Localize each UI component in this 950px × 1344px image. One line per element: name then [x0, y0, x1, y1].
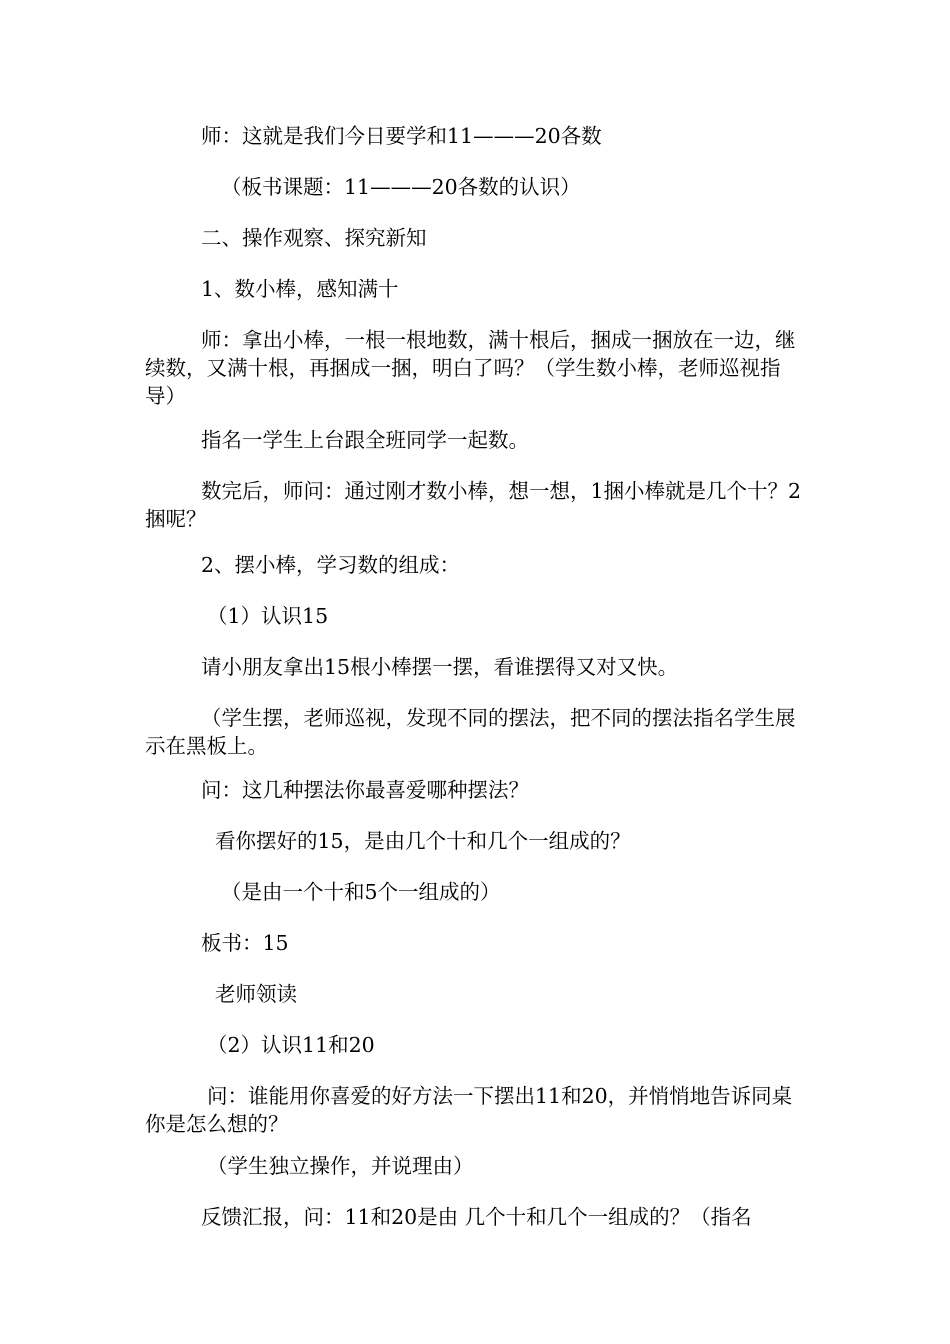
section-heading-2: 二、操作观察、探究新知: [201, 226, 427, 250]
paragraph-composition-answer: （是由一个十和5个一组成的）: [221, 880, 501, 904]
paragraph-arrange-15: 请小朋友拿出15根小棒摆一摆，看谁摆得又对又快。: [201, 655, 679, 679]
paragraph-intro: 师：这就是我们今日要学和11———20各数: [201, 124, 602, 148]
paragraph-teacher-question: 数完后，师问：通过刚才数小棒，想一想，1捆小棒就是几个十？2捆呢？: [145, 479, 802, 531]
paragraph-composition-question: 看你摆好的15，是由几个十和几个一组成的？: [215, 829, 631, 853]
paragraph-count-sticks: 师：拿出小棒，一根一根地数，满十根后，捆成一捆放在一边，继续数，又满十根，再捆成一捆，明白了吗？（学生数小棒，老师巡视指导）: [145, 328, 796, 408]
subheading-1: 1、数小棒，感知满十: [201, 277, 399, 301]
paragraph-student-arrange: （学生摆，老师巡视，发现不同的摆法，把不同的摆法指名学生展示在黑板上。: [145, 706, 796, 758]
paragraph-independent-operation: （学生独立操作，并说理由）: [207, 1154, 474, 1178]
subheading-2: 2、摆小棒，学习数的组成：: [201, 553, 461, 577]
paragraph-board-title: （板书课题：11———20各数的认识）: [221, 175, 581, 199]
paragraph-favorite-method: 问：这几种摆法你最喜爱哪种摆法？: [201, 778, 529, 802]
subheading-know-15: （1）认识15: [207, 604, 329, 628]
paragraph-teacher-reads: 老师领读: [215, 982, 297, 1006]
paragraph-feedback: 反馈汇报，问：11和20是由 几个十和几个一组成的？（指名: [201, 1205, 752, 1229]
paragraph-board-15: 板书：15: [201, 931, 289, 955]
subheading-know-11-20: （2）认识11和20: [207, 1033, 375, 1057]
paragraph-question-11-20: 问：谁能用你喜爱的好方法一下摆出11和20，并悄悄地告诉同桌你是怎么想的？: [145, 1084, 793, 1136]
paragraph-student-count: 指名一学生上台跟全班同学一起数。: [201, 428, 529, 452]
